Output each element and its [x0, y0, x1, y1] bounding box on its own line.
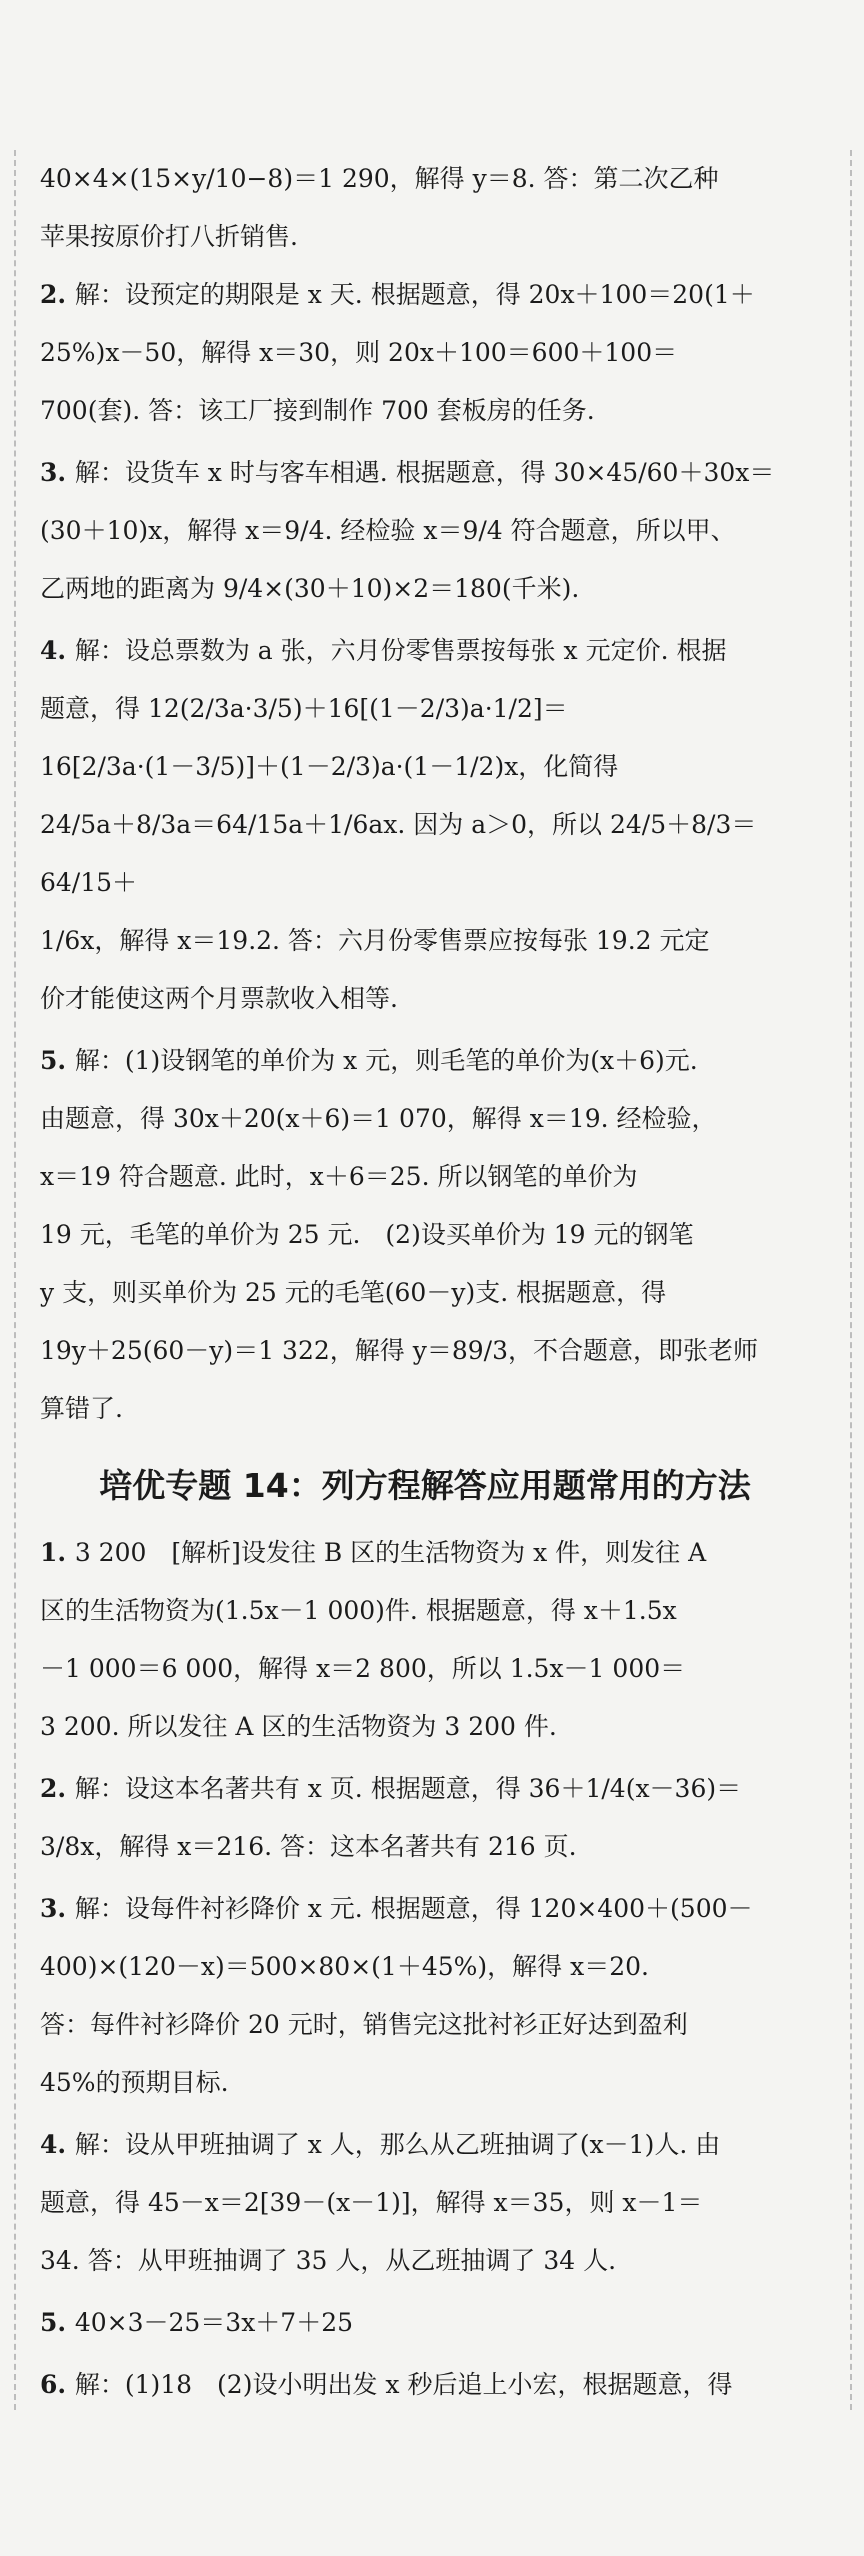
- page-bottom-margin: [0, 2420, 864, 2556]
- item-text: 解：设预定的期限是 x 天. 根据题意，得 20x＋100＝20(1＋: [74, 280, 755, 309]
- item-number: 2.: [40, 1774, 75, 1803]
- item-text: 24/5a＋8/3a＝64/15a＋1/6ax. 因为 a＞0，所以 24/5＋8/3＝64/15＋: [40, 810, 757, 897]
- item-text: 400)×(120－x)＝500×80×(1＋45%)，解得 x＝20.: [40, 1952, 649, 1981]
- answer-item: [40, 1760, 810, 1876]
- answer-line: [40, 2294, 810, 2352]
- answer-line: [40, 1032, 810, 1090]
- item-text: 解：设总票数为 a 张，六月份零售票按每张 x 元定价. 根据: [74, 636, 727, 665]
- item-text: x＝19 符合题意. 此时，x＋6＝25. 所以钢笔的单价为: [40, 1162, 638, 1191]
- answer-item: [40, 2116, 810, 2290]
- item-text: 解：设这本名著共有 x 页. 根据题意，得 36＋1/4(x－36)＝: [74, 1774, 742, 1803]
- answers-block-a: [40, 266, 810, 1438]
- item-text: 34. 答：从甲班抽调了 35 人，从乙班抽调了 34 人.: [40, 2246, 617, 2275]
- item-number: 2.: [40, 280, 75, 309]
- item-number: 3.: [40, 458, 75, 487]
- text-line: 40×4×(15×y/10−8)＝1 290，解得 y＝8. 答：第二次乙种: [40, 164, 719, 193]
- item-text: 解：(1)18 (2)设小明出发 x 秒后追上小宏，根据题意，得: [74, 2370, 733, 2399]
- right-dashed-border: [850, 150, 852, 2410]
- item-text: 1/6x，解得 x＝19.2. 答：六月份零售票应按每张 19.2 元定: [40, 926, 710, 955]
- answer-line: [40, 738, 810, 796]
- item-number: 6.: [40, 2370, 75, 2399]
- answer-item: [40, 2294, 810, 2352]
- item-text: 19 元，毛笔的单价为 25 元. (2)设买单价为 19 元的钢笔: [40, 1220, 694, 1249]
- item-text: y 支，则买单价为 25 元的毛笔(60－y)支. 根据题意，得: [40, 1278, 667, 1307]
- item-text: 3 200 [解析]设发往 B 区的生活物资为 x 件，则发往 A: [74, 1538, 707, 1567]
- answer-line: [40, 680, 810, 738]
- answer-item: [40, 622, 810, 1028]
- item-number: 5.: [40, 1046, 75, 1075]
- item-text: 价才能使这两个月票款收入相等.: [40, 984, 398, 1013]
- item-text: 解：设每件衬衫降价 x 元. 根据题意，得 120×400＋(500－: [74, 1894, 753, 1923]
- item-text: 25%)x－50，解得 x＝30，则 20x＋100＝600＋100＝: [40, 338, 678, 367]
- answer-line: [40, 622, 810, 680]
- answer-item: [40, 444, 810, 618]
- answer-item: [40, 1032, 810, 1438]
- answer-line: [40, 266, 810, 324]
- item-number: 4.: [40, 636, 75, 665]
- answer-item: [40, 1880, 810, 2112]
- answer-item: [40, 1524, 810, 1756]
- item-text: 3 200. 所以发往 A 区的生活物资为 3 200 件.: [40, 1712, 557, 1741]
- answer-line: [40, 2174, 810, 2232]
- answer-line: [40, 1524, 810, 1582]
- item-text: 700(套). 答：该工厂接到制作 700 套板房的任务.: [40, 396, 595, 425]
- item-text: 16[2/3a·(1－3/5)]＋(1－2/3)a·(1－1/2)x，化简得: [40, 752, 619, 781]
- answer-line: [40, 382, 810, 440]
- answer-line: [40, 1380, 810, 1438]
- answer-line: [40, 1880, 810, 1938]
- answer-line: [40, 1322, 810, 1380]
- answer-line: [40, 1582, 810, 1640]
- item-number: 3.: [40, 1894, 75, 1923]
- answer-line: [40, 1818, 810, 1876]
- answer-line: [40, 2116, 810, 2174]
- item-text: 45%的预期目标.: [40, 2068, 229, 2097]
- answer-line: [40, 970, 810, 1028]
- item-text: 题意，得 45－x＝2[39－(x－1)]，解得 x＝35，则 x－1＝: [40, 2188, 703, 2217]
- answer-line: [40, 1264, 810, 1322]
- item-text: 解：(1)设钢笔的单价为 x 元，则毛笔的单价为(x＋6)元.: [74, 1046, 698, 1075]
- item-text: 答：每件衬衫降价 20 元时，销售完这批衬衫正好达到盈利: [40, 2010, 688, 2039]
- answer-content: [40, 140, 810, 2534]
- answer-line: [40, 2232, 810, 2290]
- item-number: 5.: [40, 2308, 75, 2337]
- item-text: 题意，得 12(2/3a·3/5)＋16[(1－2/3)a·1/2]＝: [40, 694, 568, 723]
- answer-line: [40, 1996, 810, 2054]
- item-text: 解：设从甲班抽调了 x 人，那么从乙班抽调了(x－1)人. 由: [74, 2130, 721, 2159]
- answer-line: [40, 1090, 810, 1148]
- answer-line: [40, 1640, 810, 1698]
- item-number: 1.: [40, 1538, 75, 1567]
- answer-line: [40, 1206, 810, 1264]
- item-text: 由题意，得 30x＋20(x＋6)＝1 070，解得 x＝19. 经检验，: [40, 1104, 717, 1133]
- item-number: 4.: [40, 2130, 75, 2159]
- answer-line: [40, 444, 810, 502]
- answer-line: [40, 2356, 810, 2414]
- left-dashed-border: [14, 150, 16, 2410]
- item-text: 19y＋25(60－y)＝1 322，解得 y＝89/3，不合题意，即张老师: [40, 1336, 758, 1365]
- answer-line: [40, 1938, 810, 1996]
- item-text: 乙两地的距离为 9/4×(30＋10)×2＝180(千米).: [40, 574, 580, 603]
- item-text: (30＋10)x，解得 x＝9/4. 经检验 x＝9/4 符合题意，所以甲、: [40, 516, 736, 545]
- section-title: 培优专题 14：列方程解答应用题常用的方法: [99, 1466, 751, 1505]
- item-text: 40×3－25＝3x＋7＋25: [74, 2308, 354, 2337]
- item-text: －1 000＝6 000，解得 x＝2 800，所以 1.5x－1 000＝: [40, 1654, 686, 1683]
- text-line: 苹果按原价打八折销售.: [40, 222, 298, 251]
- item-text: 区的生活物资为(1.5x－1 000)件. 根据题意，得 x＋1.5x: [40, 1596, 677, 1625]
- answer-item: [40, 266, 810, 440]
- answer-line: [40, 912, 810, 970]
- answer-line: [40, 560, 810, 618]
- answer-line: [40, 1698, 810, 1756]
- answers-block-b: [40, 1524, 810, 2530]
- answer-line: [40, 324, 810, 382]
- answer-line: [40, 796, 810, 912]
- item-text: 解：设货车 x 时与客车相遇. 根据题意，得 30×45/60＋30x＝: [74, 458, 775, 487]
- item-text: 算错了.: [40, 1394, 123, 1423]
- answer-line: [40, 1760, 810, 1818]
- answer-line: [40, 502, 810, 560]
- answer-line: [40, 1148, 810, 1206]
- item-text: 3/8x，解得 x＝216. 答：这本名著共有 216 页.: [40, 1832, 577, 1861]
- answer-line: [40, 2054, 810, 2112]
